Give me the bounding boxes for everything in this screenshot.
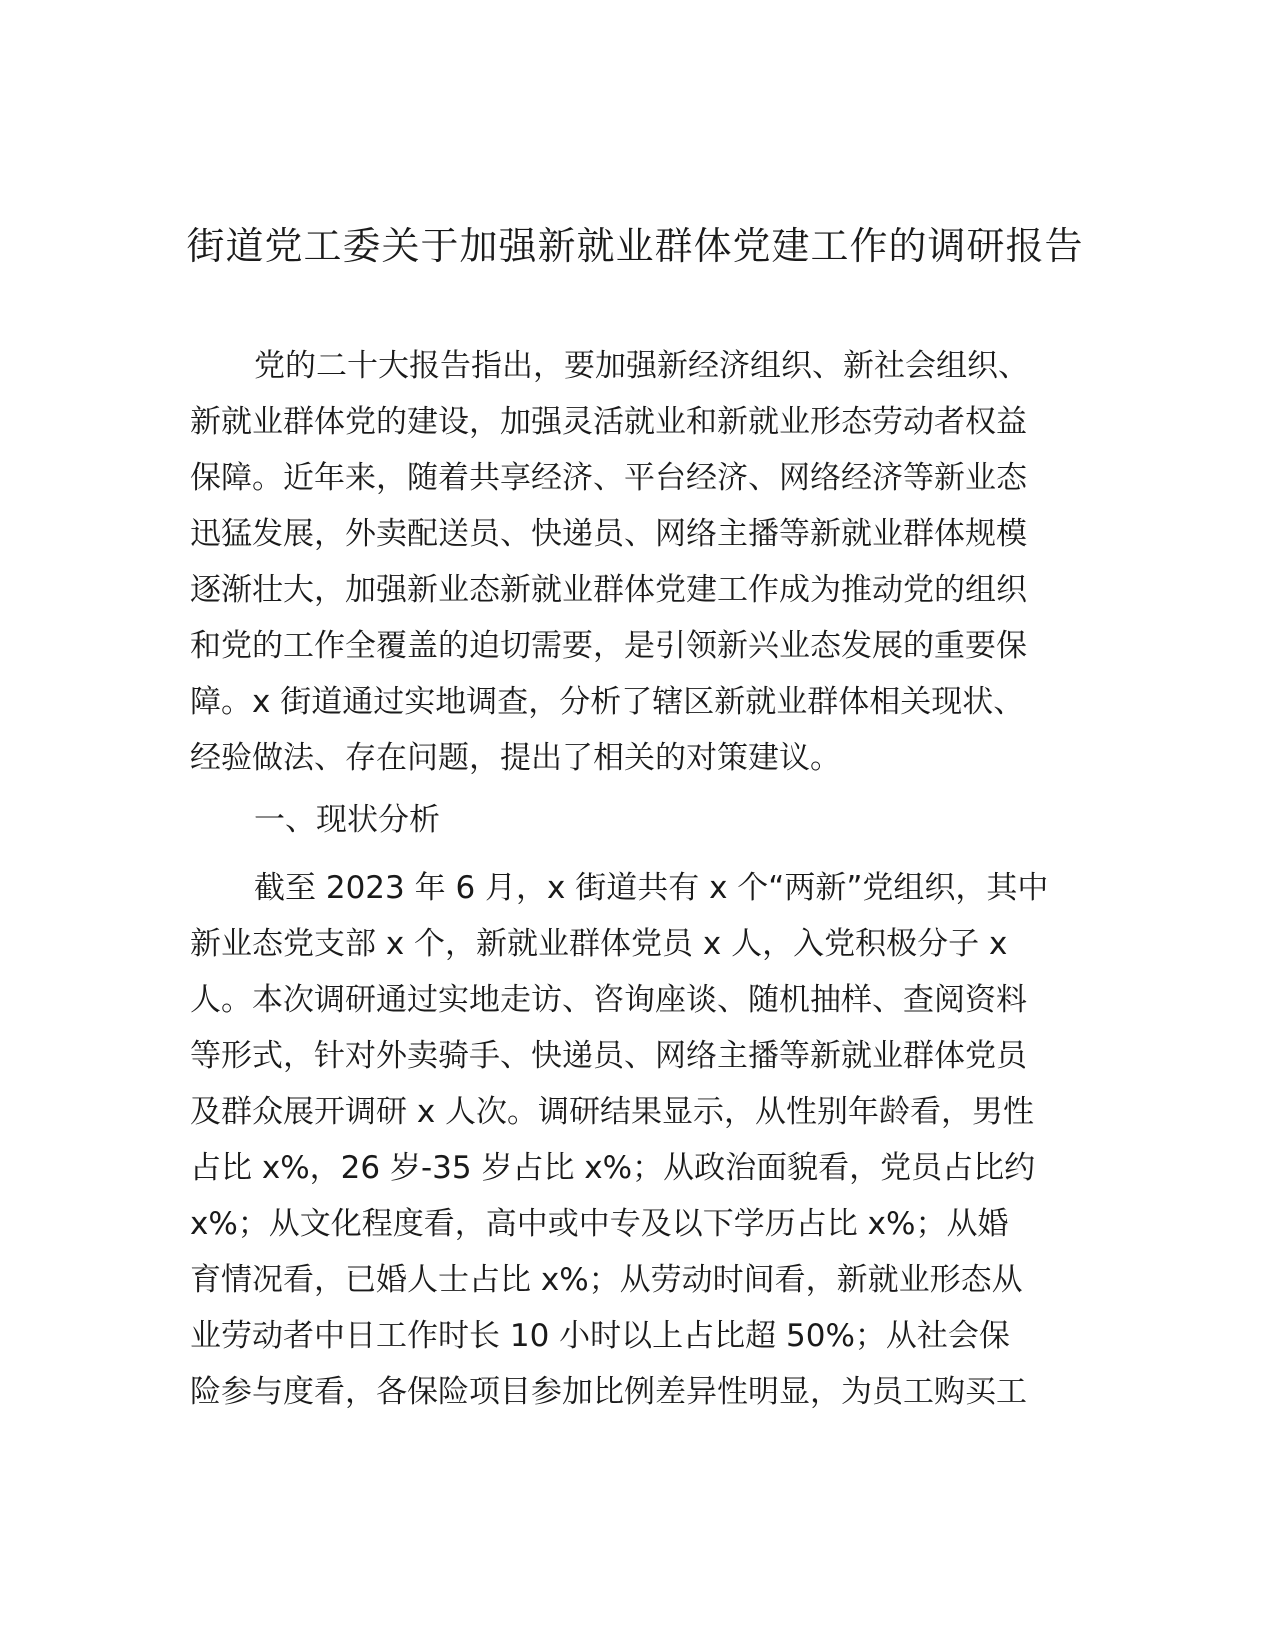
- paragraph-1-line-3: 保障。近年来，随着共享经济、平台经济、网络经济等新业态: [190, 460, 1027, 496]
- paragraph-1-line-6: 和党的工作全覆盖的迫切需要，是引领新兴业态发展的重要保: [190, 628, 1027, 664]
- paragraph-2-line-1: 截至 2023 年 6 月，x 街道共有 x 个“两新”党组织，其中: [254, 870, 1049, 906]
- paragraph-2-line-3: 人。本次调研通过实地走访、咨询座谈、随机抽样、查阅资料: [190, 982, 1027, 1018]
- paragraph-1-line-1: 党的二十大报告指出，要加强新经济组织、新社会组织、: [254, 348, 1029, 384]
- paragraph-2-line-10: 险参与度看，各保险项目参加比例差异性明显，为员工购买工: [190, 1374, 1027, 1410]
- paragraph-1-line-2: 新就业群体党的建设，加强灵活就业和新就业形态劳动者权益: [190, 404, 1027, 440]
- paragraph-2-line-2: 新业态党支部 x 个，新就业群体党员 x 人，入党积极分子 x: [190, 926, 1008, 962]
- paragraph-2-line-4: 等形式，针对外卖骑手、快递员、网络主播等新就业群体党员: [190, 1038, 1027, 1074]
- paragraph-2-line-9: 业劳动者中日工作时长 10 小时以上占比超 50%；从社会保: [190, 1318, 1010, 1354]
- section-heading: 一、现状分析: [254, 802, 440, 838]
- document-title: 街道党工委关于加强新就业群体党建工作的调研报告: [186, 224, 1084, 268]
- paragraph-1-line-7: 障。x 街道通过实地调查，分析了辖区新就业群体相关现状、: [190, 684, 1025, 720]
- paragraph-2-line-6: 占比 x%，26 岁-35 岁占比 x%；从政治面貌看，党员占比约: [190, 1150, 1036, 1186]
- paragraph-1-line-5: 逐渐壮大，加强新业态新就业群体党建工作成为推动党的组织: [190, 572, 1027, 608]
- paragraph-2-line-8: 育情况看，已婚人士占比 x%；从劳动时间看，新就业形态从: [190, 1262, 1023, 1298]
- paragraph-1-line-8: 经验做法、存在问题，提出了相关的对策建议。: [190, 740, 841, 776]
- paragraph-2-line-7: x%；从文化程度看，高中或中专及以下学历占比 x%；从婚: [190, 1206, 1009, 1242]
- paragraph-1-line-4: 迅猛发展，外卖配送员、快递员、网络主播等新就业群体规模: [190, 516, 1027, 552]
- paragraph-2-line-5: 及群众展开调研 x 人次。调研结果显示，从性别年龄看，男性: [190, 1094, 1035, 1130]
